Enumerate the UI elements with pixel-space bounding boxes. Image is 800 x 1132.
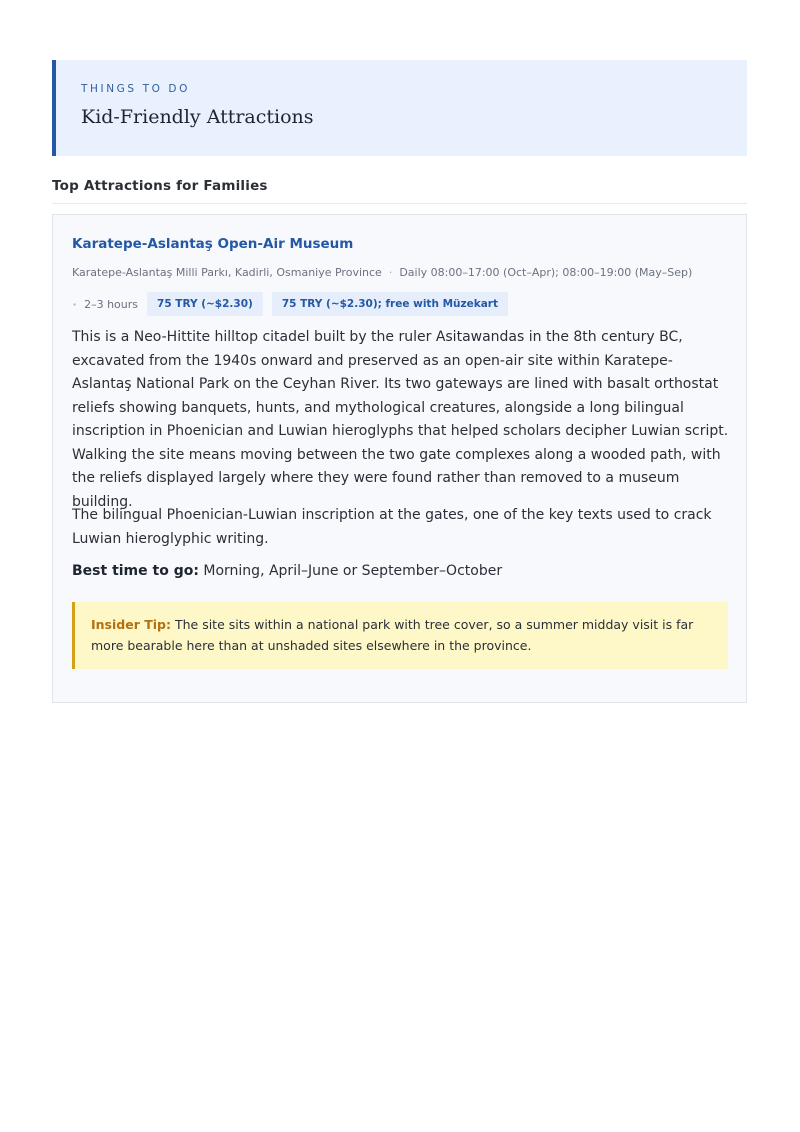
attraction-meta — [72, 266, 692, 279]
attraction-duration: 2–3 hours — [84, 297, 139, 311]
section-divider — [52, 203, 747, 204]
page-title: Kid-Friendly Attractions — [81, 106, 314, 128]
insider-tip — [72, 602, 728, 669]
attraction-name[interactable]: Karatepe-Aslantaş Open-Air Museum — [72, 236, 354, 252]
best-time-value: Morning, April–June or September–October — [203, 563, 503, 579]
separator-dot: · — [72, 294, 78, 314]
attraction-highlight: The bilingual Phoenician-Luwian inscription at the gates, one of the key texts used to crack Luwian hieroglyphic writing. — [72, 507, 712, 547]
insider-tip-label: Insider Tip: — [91, 617, 171, 632]
best-time-label: Best time to go: — [72, 563, 199, 579]
page-header — [52, 60, 747, 156]
header-kicker: THINGS TO DO — [81, 83, 190, 95]
attraction-location: Karatepe-Aslantaş Milli Parkı, Kadirli, Osmaniye Province — [72, 266, 382, 279]
price-detail-badge: 75 TRY (~$2.30); free with Müzekart — [272, 292, 508, 316]
attraction-tags — [72, 292, 517, 316]
attraction-hours: Daily 08:00–17:00 (Oct–Apr); 08:00–19:00 (May–Sep) — [399, 266, 693, 279]
section-title: Top Attractions for Families — [52, 178, 268, 194]
insider-tip-text: The site sits within a national park with tree cover, so a summer midday visit is far more bearable here than at unshaded sites elsewhere in the province. — [91, 617, 694, 653]
separator-dot: · — [388, 266, 393, 279]
price-badge: 75 TRY (~$2.30) — [147, 292, 263, 316]
attraction-card — [52, 214, 747, 703]
attraction-description: This is a Neo-Hittite hilltop citadel built by the ruler Asitawandas in the 8th century BC, excavated from the 1940s onward and preserved as an open-air site within Karatepe-Aslantaş National Park on the Ceyhan River. Its two gateways are lined with basalt orthostat reliefs showing banquets, hunts, and mythological creatures, alongside a long bilingual inscription in Phoenician and Luwian hieroglyphs that helped scholars decipher Luwian script. Walking the site means moving between the two gate complexes along a wooded path, with the reliefs displayed largely where they were found rather than removed to a museum building. — [72, 329, 729, 510]
best-time — [72, 563, 502, 579]
